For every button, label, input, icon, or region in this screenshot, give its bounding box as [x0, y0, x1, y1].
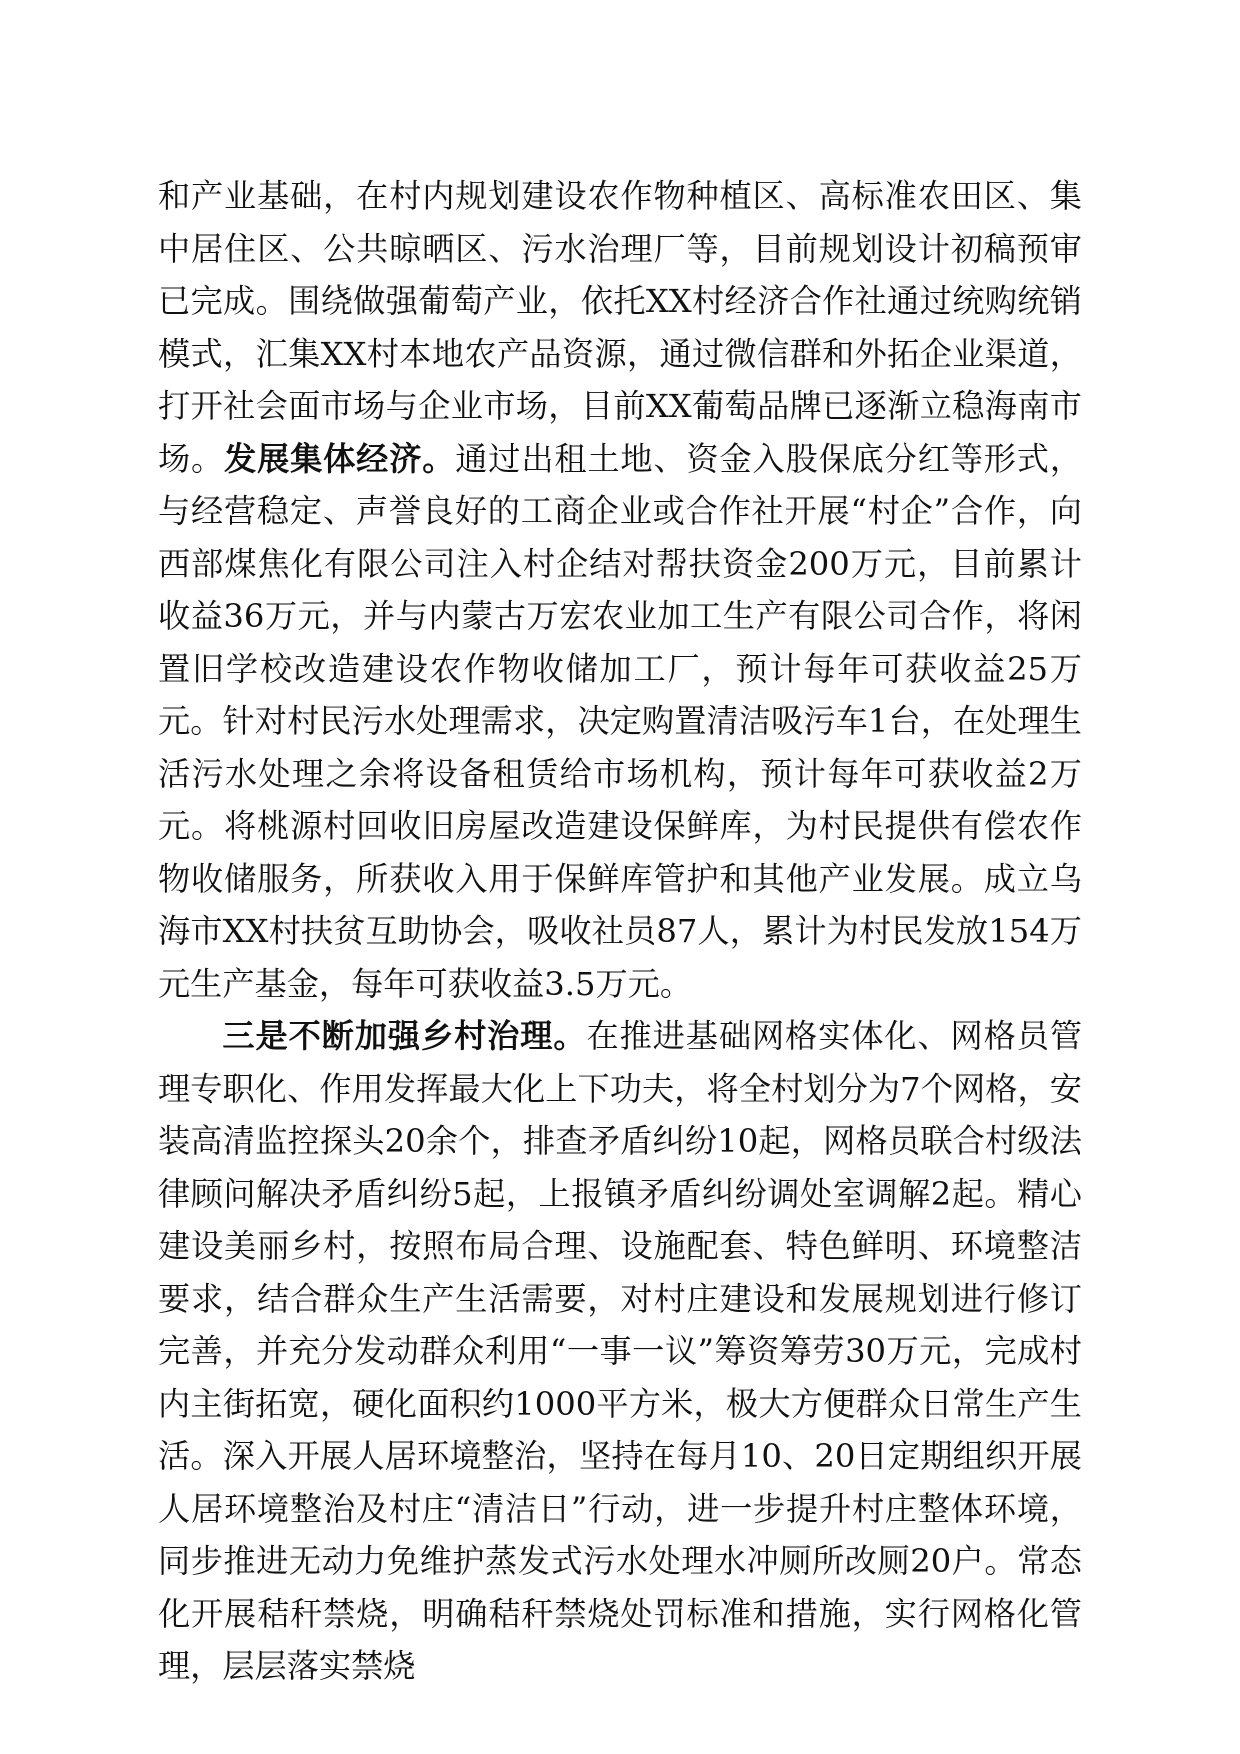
paragraph-text: 在推进基础网格实体化、网格员管理专职化、作用发挥最大化上下功夫，将全村划分为7个网格，安装高清监控探头20余个，排查矛盾纠纷10起，网格员联合村级法律顾问解决矛盾纠纷5起，上报镇矛盾纠纷调处室调解2起。精心建设美丽乡村，按照布局合理、设施配套、特色鲜明、环境整洁要求，结合群众生产生活需要，对村庄建设和发展规划进行修订完善，并充分发动群众利用“一事一议”筹资筹劳30万元，完成村内主街拓宽，硬化面积约1000平方米，极大方便群众日常生产生活。深入开展人居环境整治，坚持在每月10、20日定期组织开展人居环境整治及村庄“清洁日”行动，进一步提升村庄整体环境，同步推进无动力免维护蒸发式污水处理水冲厕所改厕20户。常态化开展秸秆禁烧，明确秸秆禁烧处罚标准和措施，实行网格化管理，层层落实禁烧 — [158, 1017, 1083, 1685]
paragraph-rural-governance — [158, 1010, 1082, 1693]
paragraph-text: 和产业基础，在村内规划建设农作物种植区、高标准农田区、集中居住区、公共晾晒区、污水治理厂等，目前规划设计初稿预审已完成。围绕做强葡萄产业，依托XX村经济合作社通过统购统销模式，汇集XX村本地农产品资源，通过微信群和外拓企业渠道，打开社会面市场与企业市场，目前XX葡萄品牌已逐渐立稳海南市场。 — [158, 177, 1082, 478]
body-text — [158, 170, 1082, 1693]
section-heading-rural-governance: 三是不断加强乡村治理。 — [222, 1017, 587, 1055]
paragraph-collective-economy — [158, 170, 1082, 1010]
paragraph-text: 通过出租土地、资金入股保底分红等形式，与经营稳定、声誉良好的工商企业或合作社开展“村企”合作，向西部煤焦化有限公司注入村企结对帮扶资金200万元，目前累计收益36万元，并与内蒙古万宏农业加工生产有限公司合作，将闲置旧学校改造建设农作物收储加工厂，预计每年可获收益25万元。针对村民污水处理需求，决定购置清洁吸污车1台，在处理生活污水处理之余将设备租赁给市场机构，预计每年可获收益2万元。将桃源村回收旧房屋改造建设保鲜库，为村民提供有偿农作物收储服务，所获收入用于保鲜库管护和其他产业发展。成立乌海市XX村扶贫互助协会，吸收社员87人，累计为村民发放154万元生产基金，每年可获收益3.5万元。 — [158, 439, 1083, 1003]
section-heading-collective-economy: 发展集体经济。 — [224, 439, 456, 478]
